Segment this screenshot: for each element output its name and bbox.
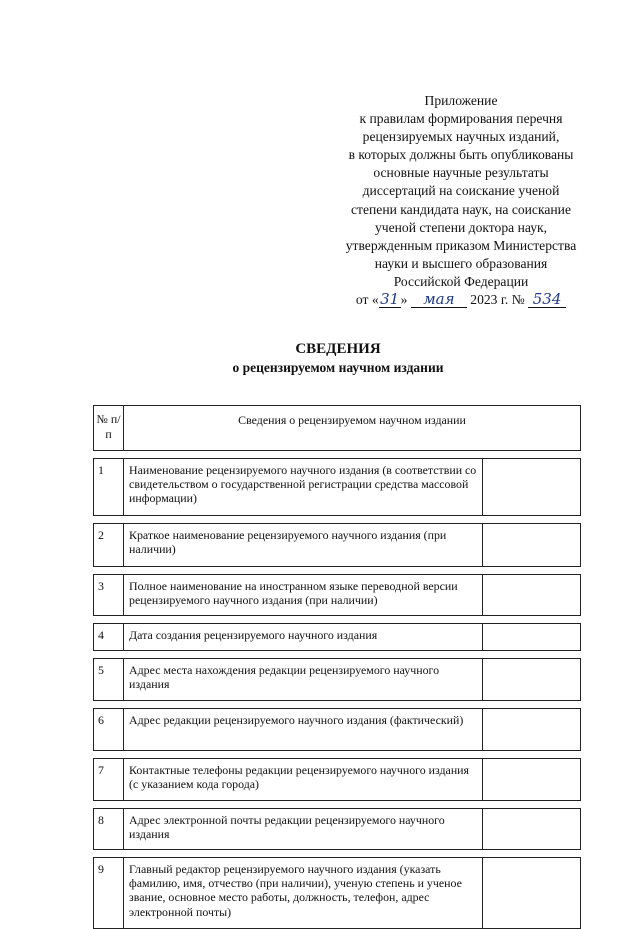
document-subtitle: о рецензируемом научном издании: [232, 360, 444, 375]
row-value-cell: [482, 624, 580, 651]
row-text: Адрес места нахождения редакции рецензируемого научного издания: [124, 659, 483, 701]
date-close-quote: »: [400, 292, 408, 308]
row-value-cell: [482, 459, 580, 516]
order-date-line: [316, 291, 606, 309]
appendix-line: к правилам формирования перечня: [359, 111, 563, 127]
table-row: [94, 809, 581, 850]
date-day: 31: [380, 290, 400, 309]
row-value-cell: [482, 524, 580, 567]
header-num: № п/п: [94, 406, 124, 451]
table-row: [94, 459, 581, 516]
row-num: 8: [94, 809, 124, 850]
appendix-line: Приложение: [424, 93, 498, 108]
table-row: [94, 624, 581, 651]
appendix-line: степени кандидата наук, на соискание: [351, 201, 571, 217]
appendix-line: диссертаций на соискание ученой: [362, 183, 560, 199]
row-num: 7: [94, 759, 124, 801]
date-year: 2023 г. №: [470, 292, 525, 308]
info-table: [93, 405, 581, 929]
table-header-row: [94, 406, 581, 451]
appendix-line: Российской Федерации: [393, 273, 529, 289]
row-value-cell: [482, 809, 580, 850]
row-num: 6: [94, 709, 124, 751]
row-text: Главный редактор рецензируемого научного издания (указать фамилию, имя, отчество (при наличии), ученую степень и ученое звание, основное место работы, должность, телефон, адрес электронной почты): [124, 858, 483, 929]
appendix-line: ученой степени доктора наук,: [374, 219, 548, 235]
row-num: 4: [94, 624, 124, 651]
row-text: Адрес редакции рецензируемого научного издания (фактический): [124, 709, 483, 751]
appendix-line: основные научные результаты: [373, 165, 549, 181]
table-row: [94, 709, 581, 751]
date-prefix: от «: [355, 292, 379, 308]
row-text: Полное наименование на иностранном языке переводной версии рецензируемого научного издания (при наличии): [124, 575, 483, 616]
appendix-line: в которых должны быть опубликованы: [348, 147, 574, 163]
table-row: [94, 575, 581, 616]
header-info: Сведения о рецензируемом научном издании: [124, 406, 581, 451]
appendix-line: рецензируемых научных изданий,: [362, 129, 560, 145]
row-num: 9: [94, 858, 124, 929]
table-row: [94, 659, 581, 701]
row-num: 1: [94, 459, 124, 516]
row-value-cell: [482, 575, 580, 616]
row-text: Адрес электронной почты редакции рецензируемого научного издания: [124, 809, 483, 850]
row-text: Дата создания рецензируемого научного издания: [124, 624, 483, 651]
appendix-line: науки и высшего образования: [374, 255, 548, 271]
table-row: [94, 524, 581, 567]
order-number: 534: [528, 292, 566, 308]
row-num: 3: [94, 575, 124, 616]
row-value-cell: [482, 759, 580, 801]
row-num: 5: [94, 659, 124, 701]
row-text: Краткое наименование рецензируемого научного издания (при наличии): [124, 524, 483, 567]
table-row: [94, 759, 581, 801]
row-value-cell: [482, 709, 580, 751]
appendix-block: [316, 92, 606, 309]
row-value-cell: [482, 659, 580, 701]
appendix-line: утвержденным приказом Министерства: [345, 237, 577, 253]
date-month: мая: [411, 292, 467, 308]
row-text: Наименование рецензируемого научного издания (в соответствии со свидетельством о государственной регистрации средства массовой информации): [124, 459, 483, 516]
row-text: Контактные телефоны редакции рецензируемого научного издания (с указанием кода города): [124, 759, 483, 801]
document-title: СВЕДЕНИЯ: [295, 341, 381, 357]
row-num: 2: [94, 524, 124, 567]
